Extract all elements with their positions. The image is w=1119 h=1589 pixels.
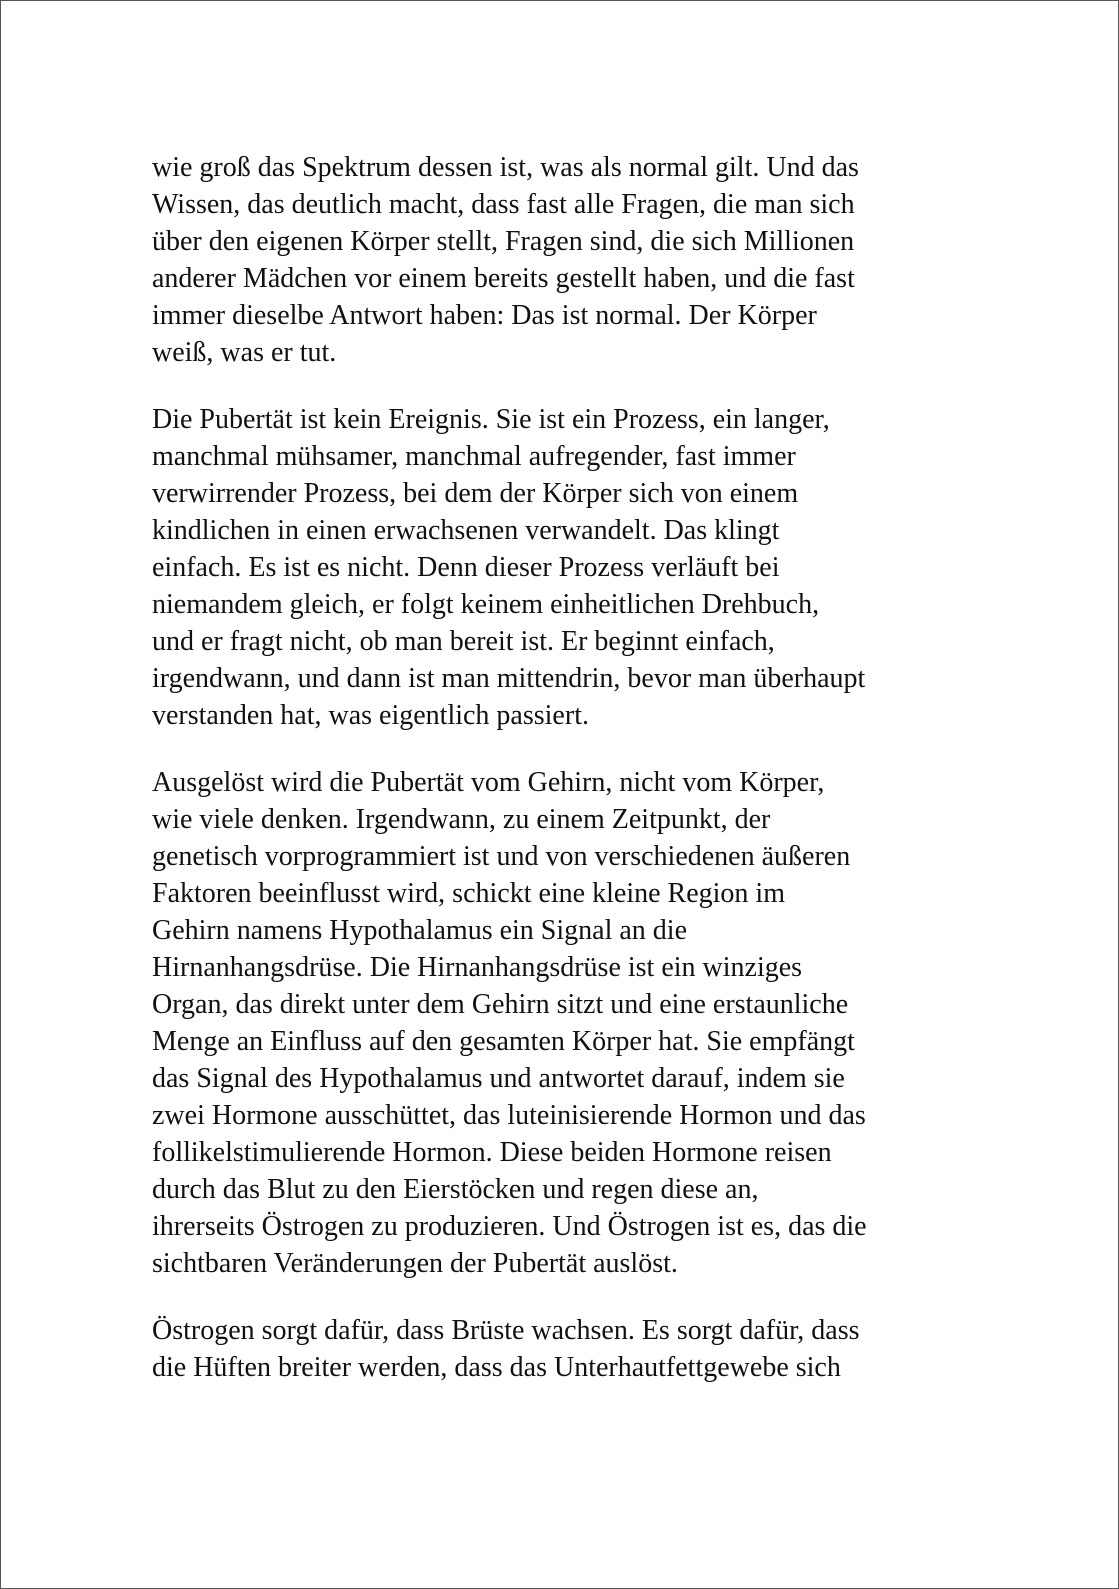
paragraph-4: [152, 1312, 992, 1386]
text-line: wie viele denken. Irgendwann, zu einem Zeitpunkt, der: [152, 804, 771, 835]
text-line: und er fragt nicht, ob man bereit ist. Er beginnt einfach,: [152, 626, 775, 657]
text-line: Ausgelöst wird die Pubertät vom Gehirn, nicht vom Körper,: [152, 767, 825, 798]
text-line: Organ, das direkt unter dem Gehirn sitzt und eine erstaunliche: [152, 989, 849, 1020]
paragraph-1: [152, 149, 992, 371]
text-line: Hirnanhangsdrüse. Die Hirnanhangsdrüse ist ein winziges: [152, 952, 803, 983]
text-line: Faktoren beeinflusst wird, schickt eine kleine Region im: [152, 878, 785, 909]
paragraph-2: [152, 401, 992, 734]
text-line: verwirrender Prozess, bei dem der Körper sich von einem: [152, 478, 799, 509]
text-line: follikelstimulierende Hormon. Diese beiden Hormone reisen: [152, 1137, 832, 1168]
text-line: manchmal mühsamer, manchmal aufregender, fast immer: [152, 441, 796, 472]
body-text: [152, 149, 992, 1416]
text-line: Gehirn namens Hypothalamus ein Signal an die: [152, 915, 687, 946]
text-line: sichtbaren Veränderungen der Pubertät auslöst.: [152, 1248, 678, 1279]
text-line: zwei Hormone ausschüttet, das luteinisierende Hormon und das: [152, 1100, 866, 1131]
text-line: einfach. Es ist es nicht. Denn dieser Prozess verläuft bei: [152, 552, 780, 583]
text-line: Wissen, das deutlich macht, dass fast alle Fragen, die man sich: [152, 189, 855, 220]
text-line: wie groß das Spektrum dessen ist, was als normal gilt. Und das: [152, 152, 859, 183]
text-line: immer dieselbe Antwort haben: Das ist normal. Der Körper: [152, 300, 817, 331]
text-line: irgendwann, und dann ist man mittendrin, bevor man überhaupt: [152, 663, 866, 694]
text-line: das Signal des Hypothalamus und antwortet darauf, indem sie: [152, 1063, 845, 1094]
paragraph-3: [152, 764, 992, 1282]
text-line: durch das Blut zu den Eierstöcken und regen diese an,: [152, 1174, 759, 1205]
text-line: Östrogen sorgt dafür, dass Brüste wachsen. Es sorgt dafür, dass: [152, 1315, 860, 1346]
text-line: Die Pubertät ist kein Ereignis. Sie ist ein Prozess, ein langer,: [152, 404, 830, 435]
text-line: über den eigenen Körper stellt, Fragen sind, die sich Millionen: [152, 226, 855, 257]
text-line: Menge an Einfluss auf den gesamten Körper hat. Sie empfängt: [152, 1026, 855, 1057]
text-line: kindlichen in einen erwachsenen verwandelt. Das klingt: [152, 515, 780, 546]
text-line: niemandem gleich, er folgt keinem einheitlichen Drehbuch,: [152, 589, 820, 620]
text-line: genetisch vorprogrammiert ist und von verschiedenen äußeren: [152, 841, 851, 872]
text-line: die Hüften breiter werden, dass das Unterhautfettgewebe sich: [152, 1352, 841, 1383]
text-line: weiß, was er tut.: [152, 337, 337, 368]
text-line: anderer Mädchen vor einem bereits gestellt haben, und die fast: [152, 263, 855, 294]
text-line: verstanden hat, was eigentlich passiert.: [152, 700, 589, 731]
text-line: ihrerseits Östrogen zu produzieren. Und Östrogen ist es, das die: [152, 1211, 867, 1242]
